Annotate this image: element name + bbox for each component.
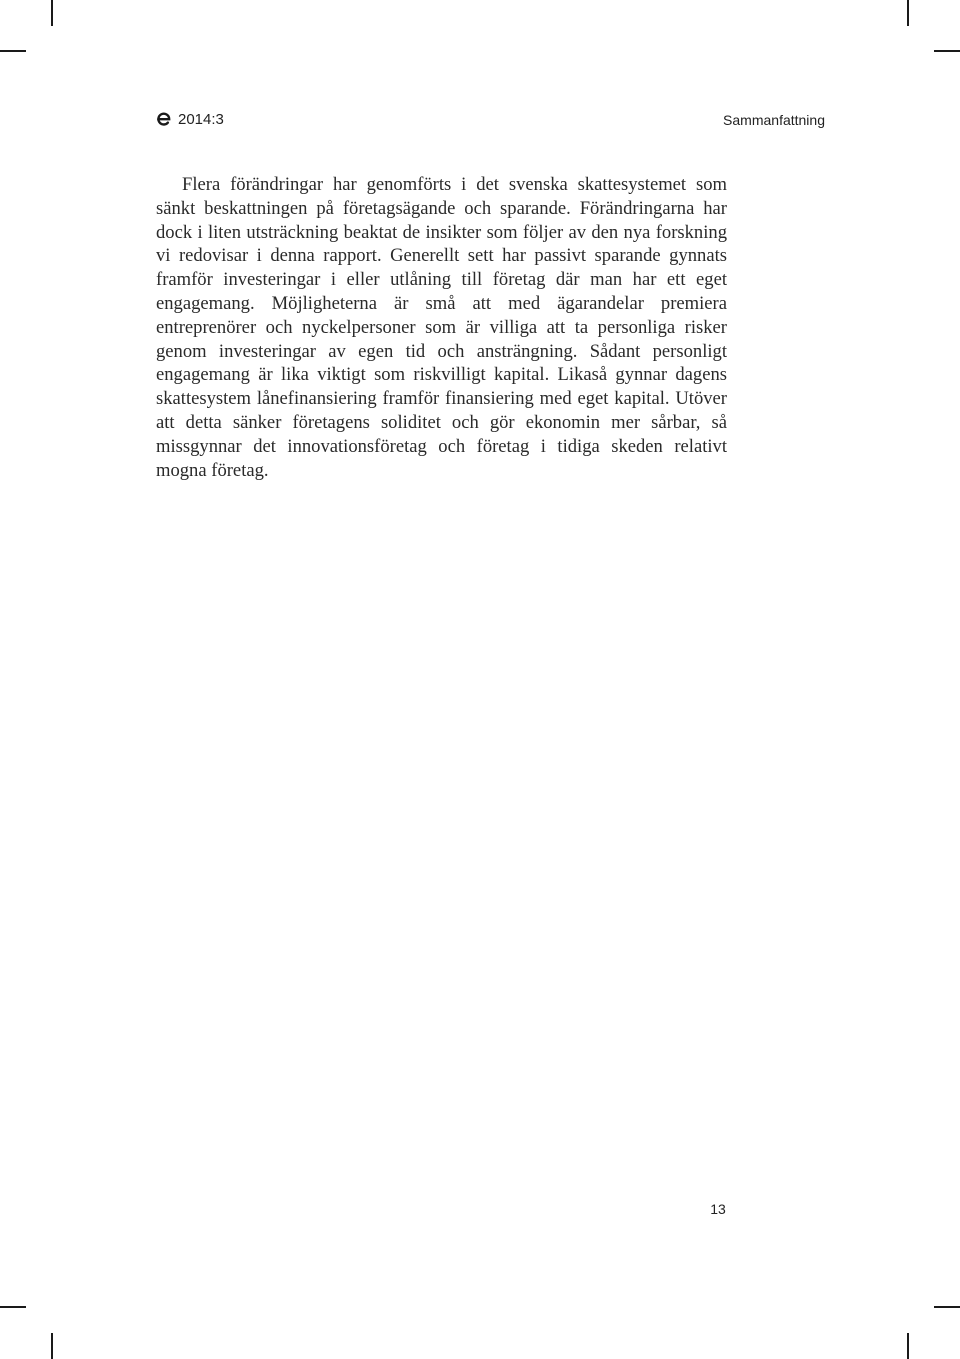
summary-paragraph: Flera förändringar har genomförts i det svenska skattesystemet som sänkt beskattningen på företagsägande och sparande. Förändringarna har dock i liten utsträckning beaktat de insikter som följer av den nya forskning vi redovisar i denna rapport. Generellt sett har passivt sparande gynnats framför investeringar i eller utlåning till företag där man har ett eget engagemang. Möjligheterna är små att med ägarandelar premiera entreprenörer och nyckelpersoner som är villiga att ta personliga risker genom investeringar av egen tid och ansträngning. Sådant personligt engagemang är lika viktigt som riskvilligt kapital. Likaså gynnar dagens skattesystem lånefinansiering framför finansiering med eget kapital. Utöver att detta sänker företagens soliditet och gör ekonomin mer sårbar, så missgynnar det innovationsföretag och företag i tidiga skeden relativt mogna företag. bbox=[156, 174, 727, 481]
crop-mark-bottom-right-vertical bbox=[907, 1333, 909, 1359]
page-number: 13 bbox=[710, 1201, 726, 1217]
crop-mark-top-left-vertical bbox=[51, 0, 53, 26]
e-logo-icon bbox=[155, 109, 173, 127]
report-number: 2014:3 bbox=[178, 111, 224, 128]
page-header bbox=[155, 108, 827, 134]
crop-mark-top-right-horizontal bbox=[934, 50, 960, 52]
crop-mark-bottom-left-horizontal bbox=[0, 1306, 26, 1308]
section-title: Sammanfattning bbox=[723, 112, 825, 128]
crop-mark-top-left-horizontal bbox=[0, 50, 26, 52]
crop-mark-top-right-vertical bbox=[907, 0, 909, 26]
crop-mark-bottom-left-vertical bbox=[51, 1333, 53, 1359]
crop-mark-bottom-right-horizontal bbox=[934, 1306, 960, 1308]
